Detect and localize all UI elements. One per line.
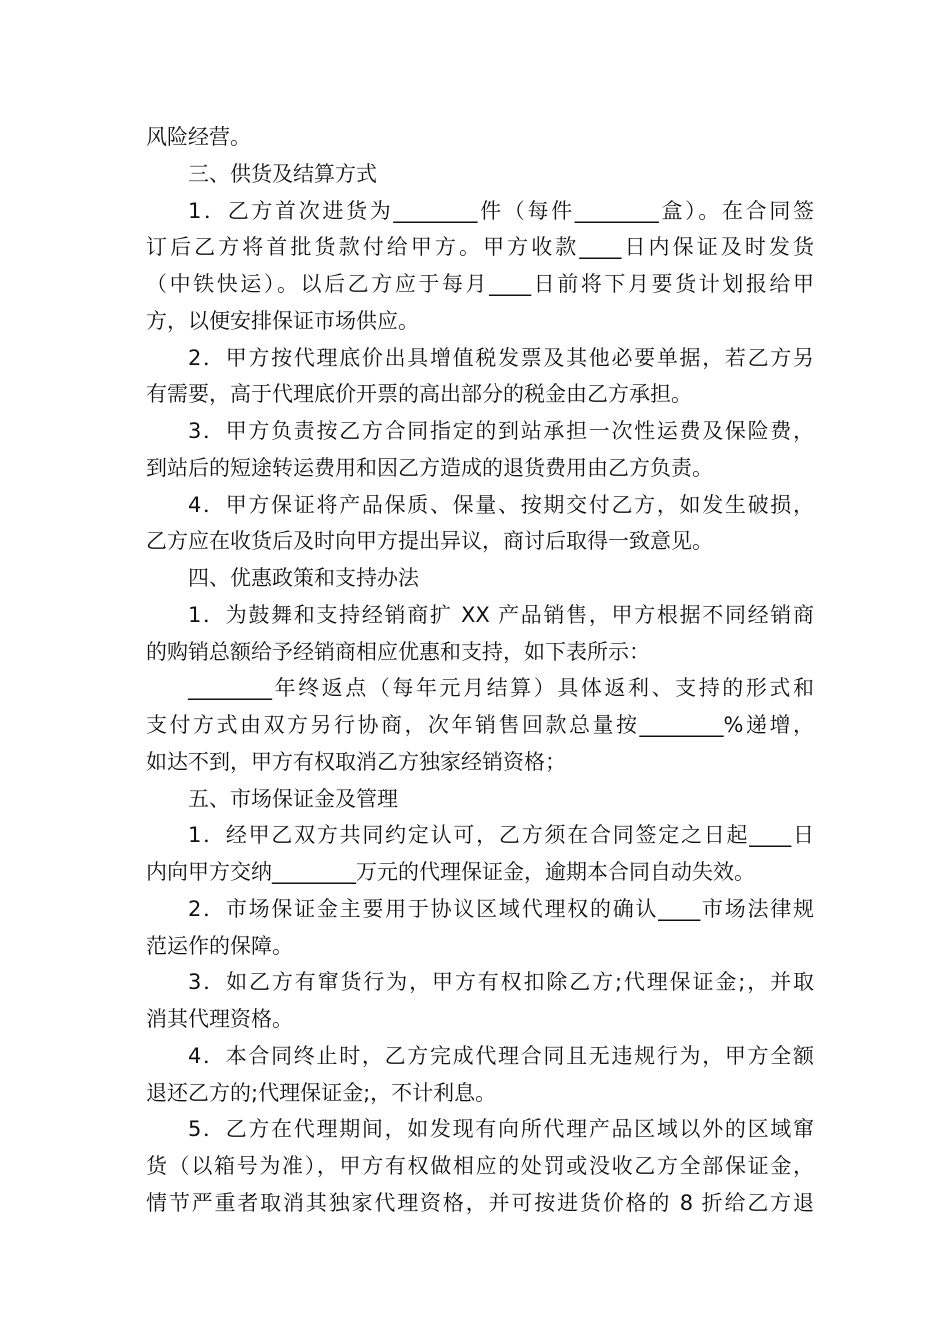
text-line: 如达不到，甲方有权取消乙方独家经销资格； [146,749,566,774]
text-line: ________年终返点（每年元月结算）具体返利、支持的形式和 [188,676,814,701]
text-line: 货（以箱号为准），甲方有权做相应的处罚或没收乙方全部保证金， [146,1154,814,1178]
section-heading: 三、供货及结算方式 [188,161,377,186]
text-line: 到站后的短途转运费用和因乙方造成的退货费用由乙方负责。 [146,455,713,480]
text-line: 有需要，高于代理底价开票的高出部分的税金由乙方承担。 [146,382,692,407]
text-line: 内向甲方交纳________万元的代理保证金，逾期本合同自动失效。 [146,860,755,884]
text-line: 乙方应在收货后及时向甲方提出异议，商讨后取得一致意见。 [146,529,713,554]
section-heading: 五、市场保证金及管理 [188,786,398,811]
contract-text [146,119,814,1222]
text-line: 2．甲方按代理底价出具增值税发票及其他必要单据，若乙方另 [188,345,814,370]
text-line: 1．为鼓舞和支持经销商扩 XX 产品销售，甲方根据不同经销商 [188,602,814,627]
text-line: 风险经营。 [146,125,251,149]
text-line: 4．甲方保证将产品保质、保量、按期交付乙方，如发生破损， [188,492,814,517]
text-line: 3．如乙方有窜货行为，甲方有权扣除乙方;代理保证金;，并取 [188,970,814,995]
section-heading: 四、优惠政策和支持办法 [188,566,419,590]
text-line: 1．经甲乙双方共同约定认可，乙方须在合同签定之日起____日 [188,823,814,848]
text-line: 2．市场保证金主要用于协议区域代理权的确认____市场法律规 [188,896,814,921]
text-line: 1．乙方首次进货为________件（每件________盒）。在合同签 [188,198,814,223]
text-line: 消其代理资格。 [146,1007,293,1031]
text-line: 5．乙方在代理期间，如发现有向所代理产品区域以外的区域窜 [188,1117,814,1142]
text-line: 支付方式由双方另行协商，次年销售回款总量按________%递增， [146,713,814,737]
text-line: 方，以便安排保证市场供应。 [146,308,419,333]
text-line: 4．本合同终止时，乙方完成代理合同且无违规行为，甲方全额 [188,1043,814,1068]
text-line: 退还乙方的;代理保证金;，不计利息。 [146,1080,497,1105]
text-line: （中铁快运）。以后乙方应于每月____日前将下月要货计划报给甲 [146,272,814,296]
text-line: 3．甲方负责按乙方合同指定的到站承担一次性运费及保险费， [188,419,814,443]
text-line: 范运作的保障。 [146,933,293,958]
text-line: 订后乙方将首批货款付给甲方。甲方收款____日内保证及时发货 [146,235,814,260]
text-line: 的购销总额给予经销商相应优惠和支持，如下表所示： [146,639,650,664]
text-line: 情节严重者取消其独家代理资格，并可按进货价格的 8 折给乙方退 [146,1190,814,1215]
